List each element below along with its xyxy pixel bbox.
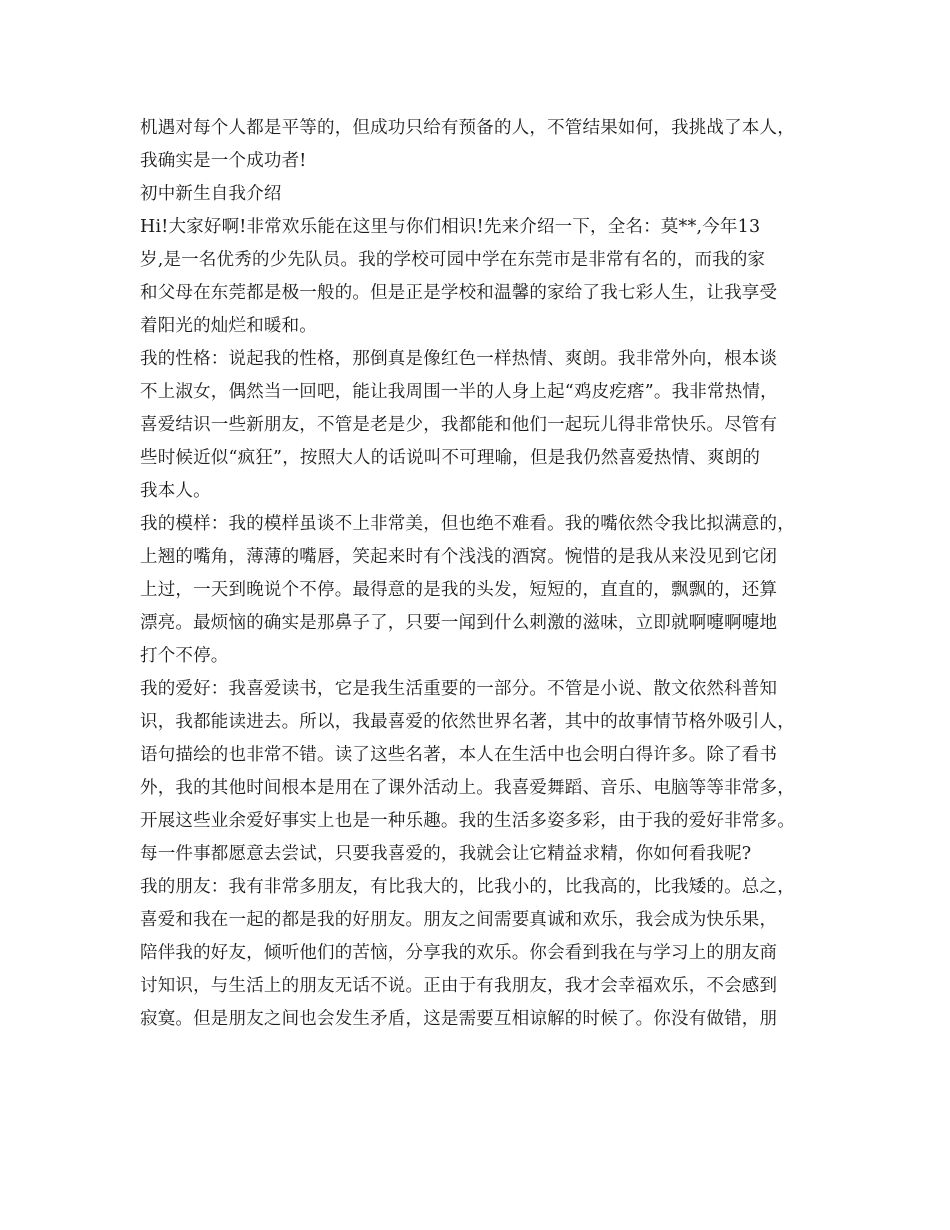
text-line: 讨知识，与生活上的朋友无话不说。正由于有我朋友，我才会幸福欢乐，不会感到 (140, 976, 778, 996)
text-line: Hi!大家好啊!非常欢乐能在这里与你们相识!先来介绍一下，全名：莫**,今年13 (140, 217, 761, 237)
text-line: 我的爱好：我喜爱读书，它是我生活重要的一部分。不管是小说、散文依然科普知 (140, 679, 778, 699)
document-body (140, 112, 840, 1036)
section-title: 初中新生自我介绍 (140, 184, 282, 204)
text-line: 些时候近似“疯狂”，按照大人的话说叫不可理喻，但是我仍然喜爱热情、爽朗的 (140, 448, 761, 468)
text-line: 我确实是一个成功者! (140, 151, 307, 171)
text-line: 每一件事都愿意去尝试，只要我喜爱的，我就会让它精益求精，你如何看我呢? (140, 844, 752, 864)
text-line: 上过，一天到晚说个不停。最得意的是我的头发，短短的，直直的，飘飘的，还算 (140, 580, 778, 600)
text-line: 着阳光的灿烂和暖和。 (140, 316, 317, 336)
text-line: 寂寞。但是朋友之间也会发生矛盾，这是需要互相谅解的时候了。你没有做错，朋 (140, 1009, 778, 1029)
text-line: 语句描绘的也非常不错。读了这些名著，本人在生活中也会明白得许多。除了看书 (140, 745, 778, 765)
text-line: 我的模样：我的模样虽谈不上非常美，但也绝不难看。我的嘴依然令我比拟满意的， (140, 514, 795, 534)
text-line: 不上淑女，偶然当一回吧，能让我周围一半的人身上起“鸡皮疙瘩”。我非常热情， (140, 382, 778, 402)
text-line: 我的朋友：我有非常多朋友，有比我大的，比我小的，比我高的，比我矮的。总之， (140, 877, 795, 897)
text-line: 和父母在东莞都是极一般的。但是正是学校和温馨的家给了我七彩人生，让我享受 (140, 283, 778, 303)
text-line: 上翘的嘴角，薄薄的嘴唇，笑起来时有个浅浅的酒窝。惋惜的是我从来没见到它闭 (140, 547, 778, 567)
text-line: 识，我都能读进去。所以，我最喜爱的依然世界名著，其中的故事情节格外吸引人， (140, 712, 795, 732)
text-line: 漂亮。最烦恼的确实是那鼻子了，只要一闻到什么刺激的滋味，立即就啊嚏啊嚏地 (140, 613, 778, 633)
text-line: 打个不停。 (140, 646, 229, 666)
text-line: 外，我的其他时间根本是用在了课外活动上。我喜爱舞蹈、音乐、电脑等等非常多， (140, 778, 795, 798)
text-line: 我本人。 (140, 481, 211, 501)
text-line: 岁,是一名优秀的少先队员。我的学校可园中学在东莞市是非常有名的，而我的家 (140, 250, 766, 270)
text-line: 陪伴我的好友，倾听他们的苦恼，分享我的欢乐。你会看到我在与学习上的朋友商 (140, 943, 778, 963)
text-line: 我的性格：说起我的性格，那倒真是像红色一样热情、爽朗。我非常外向，根本谈 (140, 349, 778, 369)
text-line: 喜爱结识一些新朋友，不管是老是少，我都能和他们一起玩儿得非常快乐。尽管有 (140, 415, 778, 435)
text-line: 喜爱和我在一起的都是我的好朋友。朋友之间需要真诚和欢乐，我会成为快乐果， (140, 910, 778, 930)
text-line: 机遇对每个人都是平等的，但成功只给有预备的人，不管结果如何，我挑战了本人， (140, 118, 795, 138)
text-line: 开展这些业余爱好事实上也是一种乐趣。我的生活多姿多彩，由于我的爱好非常多。 (140, 811, 795, 831)
